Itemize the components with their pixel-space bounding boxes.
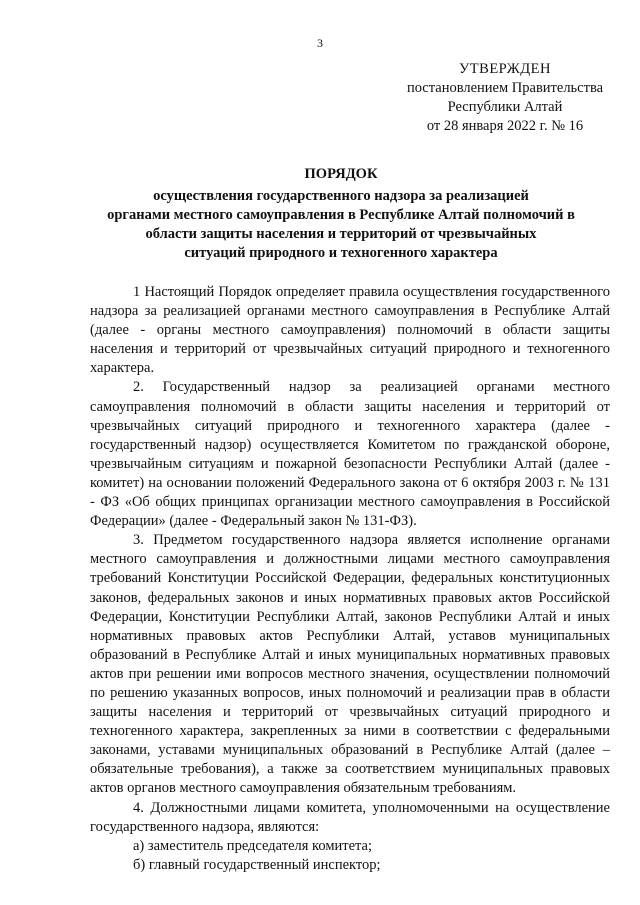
- title-line: области защиты населения и территорий от чрезвычайных: [145, 226, 537, 242]
- document-title: [85, 165, 597, 263]
- paragraph-2: 2. Государственный надзор за реализацией органами местного самоуправления полномочий в области защиты населения и территорий от чрезвычайных ситуаций природного и техногенного характера (далее - государственный надзор) осуществляется Комитетом по гражданской обороне, чрезвычайным ситуациям и пожарной безопасности Республики Алтай (далее - комитет) на основании положений Федерального закона от 6 октября 2003 г. № 131 - ФЗ «Об общих принципах организации местного самоуправления в Российской Федерации» (далее - Федеральный закон № 131-ФЗ).: [90, 379, 610, 530]
- paragraph-4: 4. Должностными лицами комитета, уполномоченными на осуществление государственного надзора, являются:: [90, 799, 610, 835]
- approval-line: Республики Алтай: [447, 99, 563, 115]
- approval-title: УТВЕРЖДЕН: [459, 61, 551, 77]
- document-heading: ПОРЯДОК: [304, 166, 378, 182]
- list-item-b: б) главный государственный инспектор;: [133, 856, 381, 873]
- page-number: 3: [317, 36, 323, 50]
- title-line: осуществления государственного надзора за реализацией: [153, 188, 529, 204]
- approval-stamp: [380, 60, 630, 136]
- title-line: органами местного самоуправления в Республике Алтай полномочий в: [107, 207, 575, 223]
- paragraph-1: 1 Настоящий Порядок определяет правила осуществления государственного надзора за реализацией органами местного самоуправления в Республике Алтай (далее - органы местного самоуправления) полномочий в области защиты населения и территорий от чрезвычайных ситуаций природного и техногенного характера.: [90, 284, 610, 377]
- document-body: [90, 283, 610, 875]
- approval-line: постановлением Правительства: [406, 80, 604, 96]
- list-item-a: а) заместитель председателя комитета;: [133, 837, 373, 854]
- title-line: ситуаций природного и техногенного характера: [184, 245, 498, 261]
- paragraph-3: 3. Предметом государственного надзора является исполнение органами местного самоуправления и должностными лицами местного самоуправления требований Конституции Российской Федерации, федеральных конституционных законов, федеральных законов и иных нормативных правовых актов Российской Федерации, Конституции Республики Алтай, законов Республики Алтай и иных нормативных правовых актов Республики Алтай, уставов муниципальных образований в Республике Алтай и иных муниципальных нормативных правовых актов при решении ими вопросов местного значения, осуществлении полномочий по решению указанных вопросов, иных полномочий и реализации прав в области защиты населения и территорий от чрезвычайных ситуаций природного и техногенного характера, закрепленных за ними в соответствии с федеральными законами, уставами муниципальных образований в Республике Алтай (далее – обязательные требования), а также за соответствием муниципальных правовых актов органов местного самоуправления обязательным требованиям.: [90, 532, 610, 797]
- approval-line: от 28 января 2022 г. № 16: [426, 118, 584, 134]
